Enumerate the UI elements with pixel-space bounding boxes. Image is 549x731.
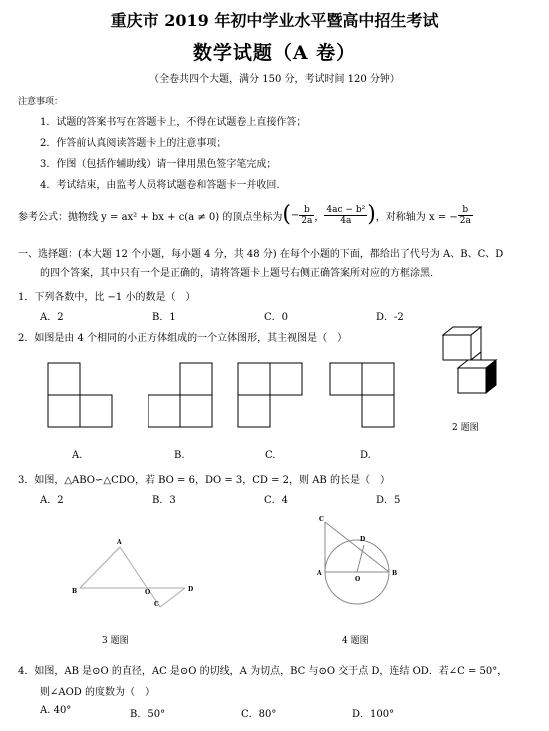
notice-item: 4．考试结束，由监考人员将试题卷和答题卡一并收回. — [40, 180, 280, 191]
notice-item: 1．试题的答案书写在答题卡上，不得在试题卷上直接作答； — [40, 117, 307, 128]
notice-heading: 注意事项： — [18, 97, 64, 107]
axis-text: ，对称轴为 x = − — [375, 211, 458, 223]
q4-option-c: C．80° — [241, 709, 277, 720]
q2-option-b: B. — [174, 450, 185, 461]
q4-caption: 4 题图 — [342, 636, 369, 646]
q3-option-b: B．3 — [152, 495, 176, 506]
q2-option-d: D. — [360, 450, 371, 461]
q4-option-b: B．50° — [130, 709, 166, 720]
exam-subtitle: 数学试题（A 卷） — [192, 42, 357, 64]
q4-option-d: D．100° — [352, 709, 395, 720]
label-a: A — [117, 539, 122, 546]
q1-option-d: D．-2 — [376, 312, 404, 323]
q1-stem: 1．下列各数中，比 −1 小的数是（ ） — [18, 292, 196, 303]
vertex-y-fraction: $\frac{\text{4ac − b²}}{4a}$ — [326, 204, 366, 226]
label-o: O — [355, 576, 361, 583]
q1-option-b: B．1 — [152, 312, 176, 323]
q1-option-a: A．2 — [40, 312, 64, 323]
q3-triangle-figure — [70, 535, 210, 610]
q2-option-a: A. — [72, 450, 83, 461]
q3-stem: 3．如图，△ABO∽△CDO，若 BO = 6，DO = 3，CD = 2，则 AB 的长是（ ） — [18, 475, 390, 486]
notice-item: 2．作答前认真阅读答题卡上的注意事项； — [40, 138, 227, 149]
q2-solid-figure — [438, 320, 508, 400]
q2-view-c — [236, 360, 311, 430]
q2-view-d — [328, 360, 403, 430]
q4-stem-line2: 则∠AOD 的度数为（ ） — [40, 687, 155, 698]
axis-fraction: $\frac{b}{2a}$ — [459, 204, 471, 226]
label-b: B — [72, 588, 78, 595]
label-a: A — [317, 570, 322, 577]
q2-view-a — [40, 360, 115, 430]
q4-circle-figure — [315, 512, 400, 612]
q1-option-c: C．0 — [264, 312, 289, 323]
section-heading-line2: 的四个答案，其中只有一个是正确的，请将答题卡上题号右侧正确答案所对应的方框涂黑． — [40, 268, 440, 279]
q2-stem: 2．如图是由 4 个相同的小正方体组成的一个立体图形，其主视图是（ ） — [18, 333, 348, 344]
q3-caption: 3 题图 — [102, 636, 129, 646]
notice-item: 3．作图（包括作辅助线）请一律用黑色签字笔完成； — [40, 159, 277, 170]
q3-option-a: A．2 — [40, 495, 64, 506]
label-c: C — [154, 601, 159, 608]
q2-caption: 2 题图 — [452, 423, 479, 433]
q3-option-d: D．5 — [376, 495, 401, 506]
q2-option-c: C. — [265, 450, 276, 461]
q4-option-a: A. 40° — [40, 705, 72, 716]
q2-view-b — [148, 360, 223, 430]
label-d: D — [360, 536, 366, 543]
q3-option-c: C．4 — [264, 495, 289, 506]
formula-prefix: 参考公式：抛物线 y = ax² + bx + c(a ≠ 0) 的顶点坐标为 — [18, 211, 283, 223]
label-o: O — [145, 589, 151, 596]
q4-stem: 4．如图，AB 是⊙O 的直径，AC 是⊙O 的切线，A 为切点，BC 与⊙O 交于点 D，连结 OD．若∠C = 50°， — [18, 666, 508, 677]
label-b: B — [392, 570, 398, 577]
vertex-x-fraction: $\frac{b}{2a}$ — [301, 204, 313, 226]
exam-note: （全卷共四个大题，满分 150 分，考试时间 120 分钟） — [149, 74, 400, 85]
label-d: D — [188, 586, 194, 593]
section-heading-line1: 一、选择题：(本大题 12 个小题，每小题 4 分，共 48 分) 在每个小题的下面，都给出了代号为 A、B、C、D — [18, 249, 504, 260]
label-c: C — [319, 516, 324, 523]
exam-title: 重庆市 2019 年初中学业水平暨高中招生考试 — [110, 11, 439, 30]
reference-formula: 参考公式：抛物线 y = ax² + bx + c(a ≠ 0) 的顶点坐标为 ( − $\frac{b}{2a}$ ， $\frac{\text{4ac − b²}}{4a}$ ) ，对称轴为 x = − $\frac{b}{2a}$ — [18, 202, 471, 227]
